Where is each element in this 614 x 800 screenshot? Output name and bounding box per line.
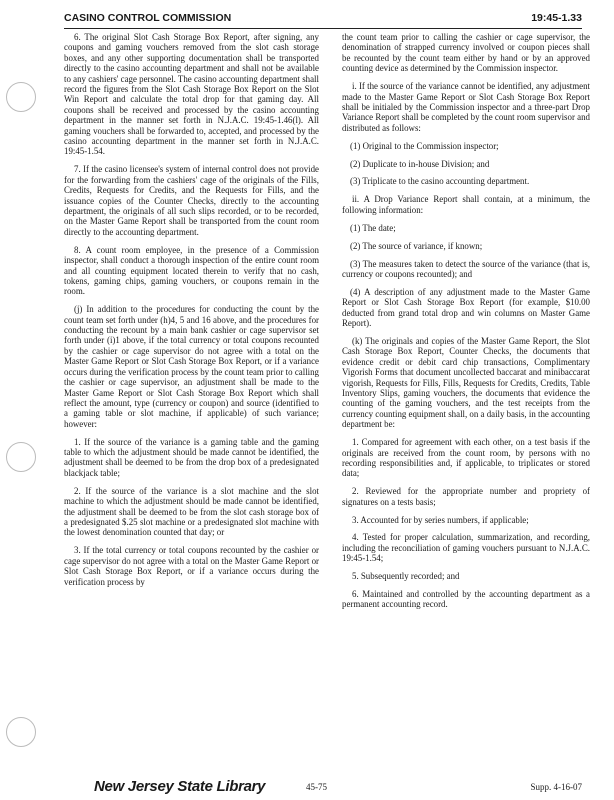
paragraph-k-2: 2. Reviewed for the appropriate number and propriety of signatures on a tests basis; bbox=[342, 486, 590, 507]
paragraph-k-3: 3. Accounted for by series numbers, if applicable; bbox=[352, 514, 529, 525]
header-section-number: 19:45-1.33 bbox=[531, 12, 582, 24]
paragraph-j-3-ii: ii. A Drop Variance Report shall contain, at a minimum, the following information: bbox=[342, 194, 590, 215]
paragraph-6: 6. The original Slot Cash Storage Box Report, after signing, any coupons and gaming vouchers removed from the slot cash storage boxes, and any other supporting documentation shall be transported directly to the casino accounting department and shall not be available to any cashiers' cage personnel. The casino accounting department shall record the figures from the Slot Cash Storage Box Report on the Slot Win Report and calculate the total drop for that gaming day. All coupons shall be received and processed by the casino accounting department in the manner set forth in N.J.A.C. 19:45-1.46(l). All gaming vouchers shall be forwarded to, accepted, and processed by the casino accounting department in the manner set forth in N.J.A.C. 19:45-1.54. bbox=[64, 32, 319, 157]
running-header bbox=[64, 12, 582, 29]
right-column bbox=[342, 32, 590, 610]
paragraph-k-4: 4. Tested for proper calculation, summarization, and recording, including the reconciliation of gaming vouchers pursuant to N.J.A.C. 19:45-1.54; bbox=[342, 532, 590, 564]
paragraph-8: 8. A count room employee, in the presence of a Commission inspector, shall conduct a thorough inspection of the entire count room and all counting equipment located therein to verify that no cash, tokens, gaming chips, gaming vouchers, or coupons remain in the room. bbox=[64, 244, 319, 297]
paragraph-j-1: 1. If the source of the variance is a gaming table and the gaming table to which the adjustment should be made cannot be identified, the adjustment shall be deemed to be from the drop box of a predesignated blackjack table; bbox=[64, 436, 319, 478]
distribution-item-1: (1) Original to the Commission inspector; bbox=[350, 140, 499, 151]
paragraph-j-2: 2. If the source of the variance is a slot machine and the slot machine to which the adjustment should be made cannot be identified, the adjustment shall be deemed to be from the slot cash storage box of a predesignated $.25 slot machine or a predesignated slot machine with the lowest denomination counted that day; or bbox=[64, 485, 319, 538]
report-item-4: (4) A description of any adjustment made to the Master Game Report or Slot Cash Storage Box Report (for example, $10.00 deducted from grand total drop and win columns on Master Game Report). bbox=[342, 286, 590, 329]
report-item-2: (2) The source of variance, if known; bbox=[350, 240, 483, 251]
punch-hole bbox=[6, 442, 36, 472]
distribution-item-2: (2) Duplicate to in-house Division; and bbox=[350, 158, 490, 169]
punch-hole bbox=[6, 717, 36, 747]
header-title: CASINO CONTROL COMMISSION bbox=[64, 12, 232, 24]
paragraph-j: (j) In addition to the procedures for conducting the count by the count team set forth under (h)4, 5 and 16 above, and the procedures for conducting the recount by a main bank cashier or cage supervisor set forth under (i)1 above, if the total currency or total coupons recounted by the cashier or cage supervisor do not agree with a total on the Master Game Report or Slot Cash Storage Box Report, or if a variance occurs during the verification process by the count team prior to calling the cashier or cage supervisor, an adjustment shall be made to the Master Game Report or Slot Cash Storage Box Report which shall reflect the amount, type (currency or coupon) and source (identified to a gaming table or slot machine, if applicable) of such variance; however: bbox=[64, 304, 319, 429]
supplement-date: Supp. 4-16-07 bbox=[530, 782, 582, 792]
punch-hole bbox=[6, 82, 36, 112]
paragraph-k-5: 5. Subsequently recorded; and bbox=[352, 571, 460, 582]
paragraph-7: 7. If the casino licensee's system of internal control does not provide for the forwarding from the cashiers' cage of the originals of the Fills, Credits, Requests for Credits, and the Requests for Fills, and the issuance copies of the Counter Checks, directly to the accounting department, the originals of all such slips recorded, or to be recorded, on the Master Game Report shall be transported from the count room directly to the accounting department. bbox=[64, 164, 319, 237]
paragraph-k-1: 1. Compared for agreement with each other, on a test basis if the originals are received from the count room, by persons with no recording responsibilities and, if applicable, to triplicates or stored data; bbox=[342, 437, 590, 479]
paragraph-k: (k) The originals and copies of the Master Game Report, the Slot Cash Storage Box Report, Counter Checks, the documents that evidence credit or debit card chip transactions, Complimentary Vigorish Forms that document uncollected baccarat and minibaccarat vigorish, Requests for Fills, Fills, Requests for Credits, Credits, Table Inventory Slips, gaming vouchers, the documents that evidence the counting of the gaming vouchers, and the test receipts from the currency counting equipment shall, on a daily basis, in the accounting department be: bbox=[342, 335, 590, 430]
paragraph-j-3-i: i. If the source of the variance cannot be identified, any adjustment made to the Master Game Report or Slot Cash Storage Box Report shall be initialed by the Commission inspector and a three-part Drop Variance Report shall be completed by the count room supervisor and distributed as follows: bbox=[342, 81, 590, 133]
paragraph-j-3: 3. If the total currency or total coupons recounted by the cashier or cage supervisor do not agree with a total on the Master Game Report or Slot Cash Storage Box Report, or if a variance occurs during the verification process by bbox=[64, 545, 319, 587]
paragraph-j-3-cont: the count team prior to calling the cashier or cage supervisor, the denomination of strapped currency involved or coupon pieces shall be recounted by the count team either by hand or by an approved counting device as determined by the Commission inspector. bbox=[342, 32, 590, 74]
left-column bbox=[64, 32, 319, 587]
distribution-item-3: (3) Triplicate to the casino accounting department. bbox=[350, 176, 530, 187]
page-footer bbox=[64, 778, 582, 796]
paragraph-k-6: 6. Maintained and controlled by the accounting department as a permanent accounting record. bbox=[342, 589, 590, 610]
library-stamp: New Jersey State Library bbox=[94, 778, 266, 795]
report-item-3: (3) The measures taken to detect the source of the variance (that is, currency or coupons recounted); and bbox=[342, 258, 590, 279]
page-number: 45-75 bbox=[306, 782, 327, 792]
report-item-1: (1) The date; bbox=[350, 222, 396, 233]
